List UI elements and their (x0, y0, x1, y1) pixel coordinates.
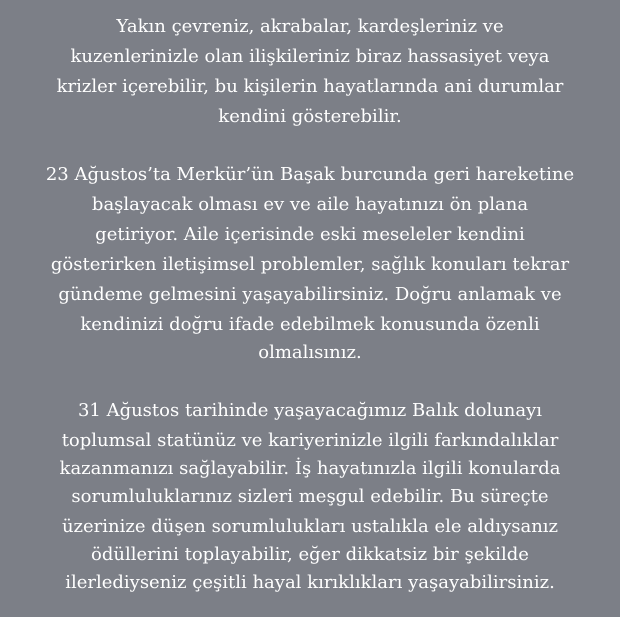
paragraph-2-line-4: gösterirken iletişimsel problemler, sağlık konuları tekrar (50, 254, 570, 275)
paragraph-2-line-1: 23 Ağustos’ta Merkür’ün Başak burcunda geri hareketine (45, 164, 575, 185)
paragraph-2-line-7: olmalısınız. (258, 342, 362, 363)
paragraph-3-line-3: kazanmanızı sağlayabilir. İş hayatınızla ilgili konularda (59, 458, 561, 479)
paragraph-3-line-7: ilerlediyseniz çeşitli hayal kırıklıkları yaşayabilirsiniz. (65, 572, 555, 593)
paragraph-2-line-3: getiriyor. Aile içerisinde eski meseleler kendini (95, 224, 525, 245)
paragraph-1-line-1: Yakın çevreniz, akrabalar, kardeşleriniz ve (116, 16, 504, 37)
paragraph-1-line-3: krizler içerebilir, bu kişilerin hayatlarında ani durumlar (56, 76, 564, 97)
paragraph-1-line-2: kuzenlerinizle olan ilişkileriniz biraz hassasiyet veya (70, 46, 550, 67)
paragraph-3-line-6: ödüllerini toplayabilir, eğer dikkatsiz bir şekilde (91, 544, 529, 565)
paragraph-1-line-4: kendini gösterebilir. (218, 106, 402, 127)
paragraph-2-line-2: başlayacak olması ev ve aile hayatınızı ön plana (91, 194, 529, 215)
paragraph-3-line-5: üzerinize düşen sorumlulukları ustalıkla ele aldıysanız (61, 516, 559, 537)
paragraph-2-line-5: gündeme gelmesini yaşayabilirsiniz. Doğru anlamak ve (58, 284, 562, 305)
paragraph-3-line-1: 31 Ağustos tarihinde yaşayacağımız Balık dolunayı (77, 400, 543, 421)
paragraph-3-line-4: sorumluluklarınız sizleri meşgul edebilir. Bu süreçte (71, 486, 549, 507)
paragraph-3-line-2: toplumsal statünüz ve kariyerinizle ilgili farkındalıklar (61, 430, 559, 451)
paragraph-2-line-6: kendinizi doğru ifade edebilmek konusunda özenli (80, 314, 540, 335)
